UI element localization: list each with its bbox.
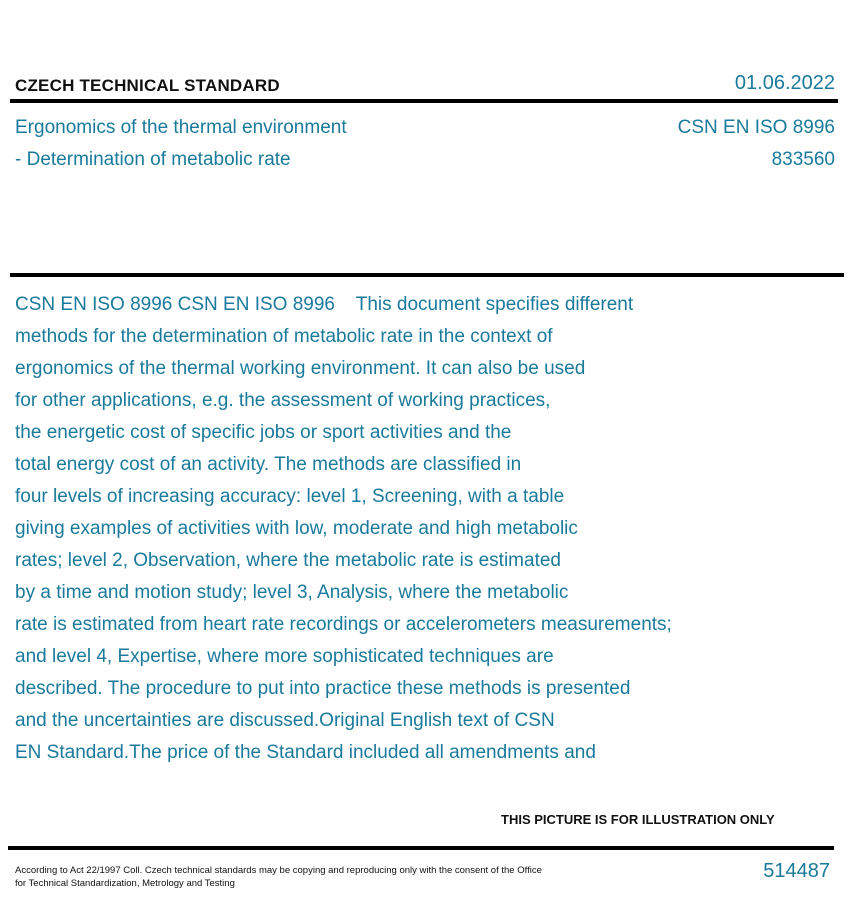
abstract-line: methods for the determination of metabolic rate in the context of (15, 326, 553, 347)
abstract-line: rates; level 2, Observation, where the metabolic rate is estimated (15, 550, 561, 571)
header-divider (10, 99, 838, 103)
illustration-notice: THIS PICTURE IS FOR ILLUSTRATION ONLY (501, 812, 775, 827)
abstract-line: rate is estimated from heart rate recordings or accelerometers measurements; (15, 614, 672, 635)
abstract-line: EN Standard.The price of the Standard included all amendments and (15, 742, 596, 763)
standard-code: CSN EN ISO 8996 (677, 117, 835, 138)
abstract-line: and level 4, Expertise, where more sophisticated techniques are (15, 646, 554, 667)
standard-class-number: 833560 (771, 149, 835, 170)
abstract-line: four levels of increasing accuracy: level 1, Screening, with a table (15, 486, 565, 507)
title-divider (10, 273, 844, 277)
document-header-title: CZECH TECHNICAL STANDARD (15, 76, 280, 95)
standard-title-line-1: Ergonomics of the thermal environment (15, 117, 347, 138)
abstract-line: ergonomics of the thermal working environment. It can also be used (15, 358, 586, 379)
publication-date: 01.06.2022 (734, 72, 835, 94)
standard-title-line-2: - Determination of metabolic rate (15, 149, 291, 170)
abstract-line: total energy cost of an activity. The methods are classified in (15, 454, 522, 475)
abstract-text (15, 289, 815, 769)
legal-notice-line: According to Act 22/1997 Coll. Czech technical standards may be copying and reproducing only with the consent of the Office (15, 865, 542, 876)
abstract-line: the energetic cost of specific jobs or sport activities and the (15, 422, 512, 443)
abstract-line: giving examples of activities with low, moderate and high metabolic (15, 518, 578, 539)
abstract-line: by a time and motion study; level 3, Analysis, where the metabolic (15, 582, 569, 603)
abstract-line: CSN EN ISO 8996 CSN EN ISO 8996 This document specifies different (15, 294, 634, 315)
footer-divider (8, 846, 834, 850)
legal-notice-line: for Technical Standardization, Metrology and Testing (15, 878, 235, 889)
product-number: 514487 (763, 860, 830, 882)
abstract-line: for other applications, e.g. the assessment of working practices, (15, 390, 551, 411)
abstract-line: described. The procedure to put into practice these methods is presented (15, 678, 631, 699)
legal-notice (15, 864, 615, 890)
abstract-line: and the uncertainties are discussed.Original English text of CSN (15, 710, 555, 731)
